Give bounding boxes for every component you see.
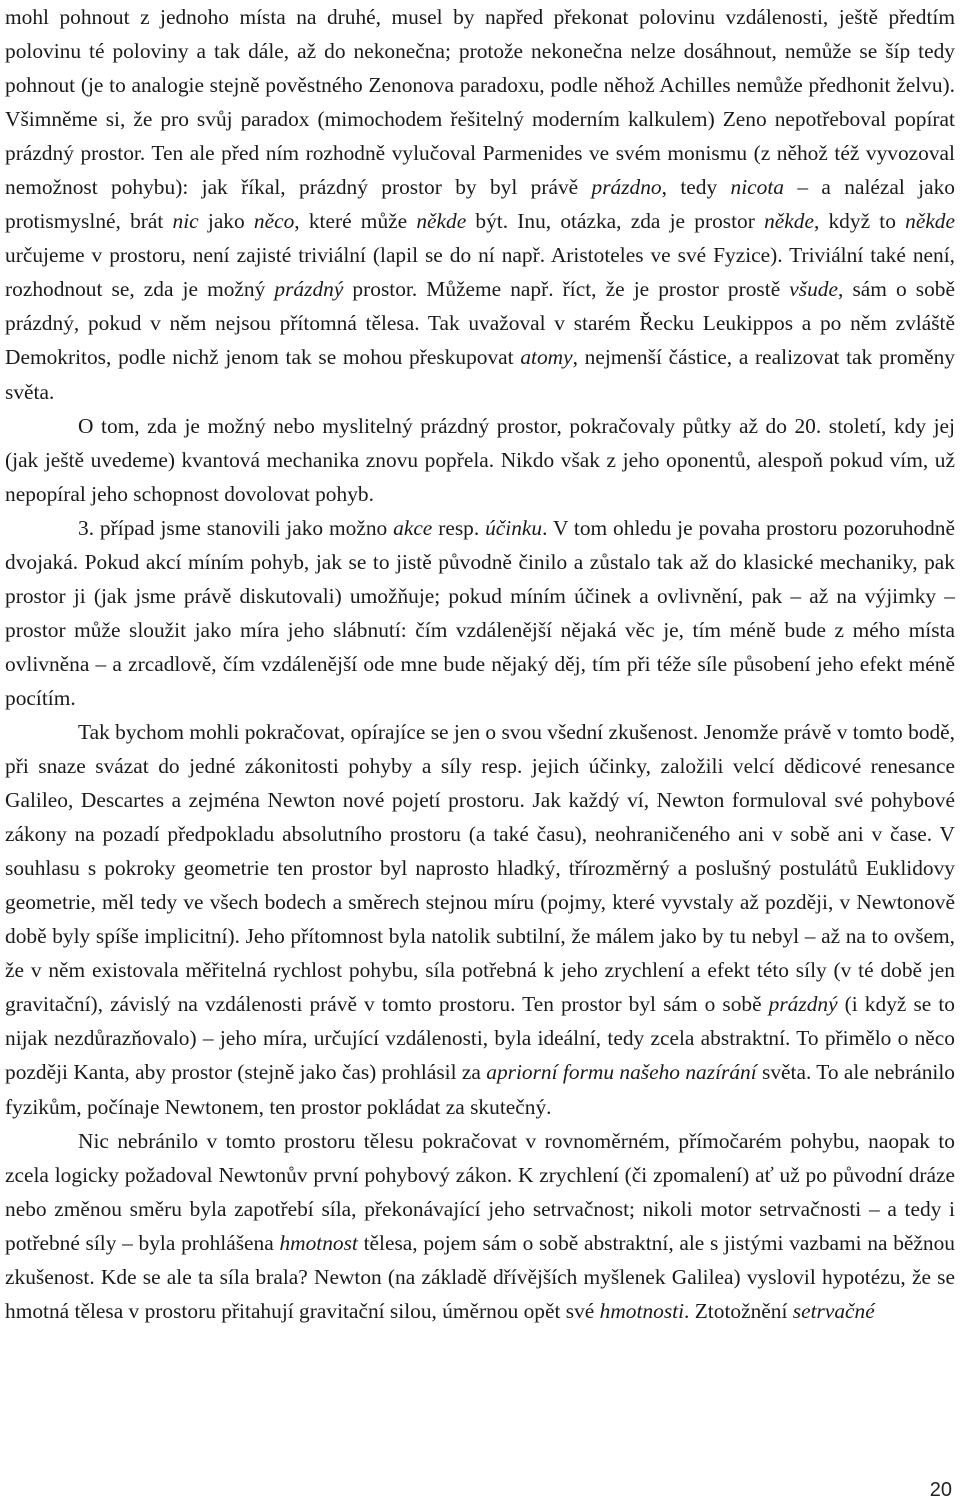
text-run: 3. případ jsme stanovili jako možno xyxy=(78,515,394,540)
emphasized-text: něco xyxy=(253,209,295,234)
emphasized-text: všude xyxy=(789,277,839,302)
body-text xyxy=(5,0,955,1328)
emphasized-text: apriorní formu našeho nazírání xyxy=(486,1060,757,1085)
paragraph xyxy=(5,715,955,1124)
emphasized-text: atomy xyxy=(520,345,573,370)
text-run: , které může xyxy=(294,209,417,234)
text-run: (i když se to nijak nezdůrazňovalo) – jeho míra, určující vzdálenosti, byla ideální, tedy zcela abstraktní. To přimělo o něco později Kanta, aby prostor (stejně jako čas) prohlásil za xyxy=(5,992,955,1085)
text-run: . V tom ohledu je povaha prostoru pozoruhodně dvojaká. Pokud akcí míním pohyb, jak se to jistě původně činilo a zůstalo tak až do klasické mechaniky, pak prostor ji (jak jsme právě diskutovali) umožňuje; pokud míním účinek a ovlivnění, pak – až na výjimky – prostor může sloužit jako míra jeho slábnutí: čím vzdálenější nějaká věc je, tím méně bude z mého místa ovlivněna – a zrcadlově, čím vzdálenější ode mne bude nějaký děj, tím při téže síle působení jeho efekt méně pocítím. xyxy=(5,515,955,710)
text-run: být. Inu, otázka, zda je prostor xyxy=(466,209,765,234)
paragraph xyxy=(5,0,955,409)
emphasized-text: účinku xyxy=(485,515,543,540)
page-number: 20 xyxy=(929,1479,952,1501)
text-run: , sám o sobě prázdný, pokud v něm nejsou přítomná tělesa. Tak uvažoval v starém Řecku Leukippos a po něm zvláště Demokritos, podle nichž jenom tak se mohou přeskupovat xyxy=(5,277,956,370)
text-run: prostor. Můžeme např. říct, že je prostor prostě xyxy=(343,277,790,302)
paragraph xyxy=(5,511,955,715)
emphasized-text: prázdno xyxy=(591,175,662,200)
text-run: světa. To ale nebránilo fyzikům, počínaje Newtonem, ten prostor pokládat za skutečný. xyxy=(5,1060,956,1119)
emphasized-text: někde xyxy=(416,209,467,234)
emphasized-text: prázdný xyxy=(274,277,344,302)
text-run: , tedy xyxy=(661,175,731,200)
emphasized-text: prázdný xyxy=(768,992,838,1017)
emphasized-text: setrvačné xyxy=(792,1298,875,1323)
text-run: tělesa, pojem sám o sobě abstraktní, ale s jistými vazbami na běžnou zkušenost. Kde se ale ta síla brala? Newton (na základě dřívějších myšlenek Galilea) vyslovil hypotézu, že se hmotná tělesa v prostoru přitahují gravitační silou, úměrnou opět své xyxy=(5,1230,955,1323)
emphasized-text: nicota xyxy=(730,175,784,200)
emphasized-text: nic xyxy=(172,209,199,234)
paragraph xyxy=(5,409,955,511)
text-run: Nic nebránilo v tomto prostoru tělesu pokračovat v rovnoměrném, přímočarém pohybu, naopak to zcela logicky požadoval Newtonův první pohybový zákon. K zrychlení (či zpomalení) ať už po původní dráze nebo změnou směru byla zapotřebí síla, překonávající jeho setrvačnost; nikoli motor setrvačnosti – a tedy i potřebné síly – byla prohlášena xyxy=(5,1128,955,1255)
emphasized-text: akce xyxy=(393,515,433,540)
text-run: O tom, zda je možný nebo myslitelný prázdný prostor, pokračovaly půtky až do 20. století, kdy jej (jak ještě uvedeme) kvantová mechanika znovu popřela. Nikdo však z jeho oponentů, alespoň pokud vím, už nepopíral jeho schopnost dovolovat pohyb. xyxy=(5,413,955,506)
text-run: , nejmenší částice, a realizovat tak proměny světa. xyxy=(5,345,955,404)
text-run: určujeme v prostoru, není zajisté triviální (lapil se do ní např. Aristoteles ve své Fyzice). Triviální také není, rozhodnout se, zda je možný xyxy=(5,243,955,302)
emphasized-text: hmotnosti xyxy=(599,1298,685,1323)
emphasized-text: někde xyxy=(764,209,814,234)
text-run: . Ztotožnění xyxy=(684,1298,793,1323)
text-run: Tak bychom mohli pokračovat, opírajíce se jen o svou všední zkušenost. Jenomže právě v tomto bodě, při snaze svázat do jedné zákonitosti pohyby a síly resp. jejich účinky, založili velcí dědicové renesance Galileo, Descartes a zejména Newton nové pojetí prostoru. Jak každý ví, Newton formuloval své pohybové zákony na pozadí předpokladu absolutního prostoru (a také času), neohraničeného ani v sobě ani v čase. V souhlasu s pokroky geometrie ten prostor byl naprosto hladký, třírozměrný a poslušný postulátů Euklidovy geometrie, měl tedy ve všech bodech a směrech stejnou míru (pojmy, které vyvstaly až později, v Newtonově době byly spíše implicitní). Jeho přítomnost byla natolik subtilní, že málem jako by tu nebyl – až na to ovšem, že v něm existovala měřitelná rychlost pohybu, síla potřebná k jeho zrychlení a efekt této síly (v té době jen gravitační), závislý na vzdálenosti právě v tomto prostoru. Ten prostor byl sám o sobě xyxy=(5,719,955,1017)
emphasized-text: hmotnost xyxy=(279,1230,358,1255)
emphasized-text: někde xyxy=(905,209,955,234)
text-run: mohl pohnout z jednoho místa na druhé, musel by napřed překonat polovinu vzdálenosti, ještě předtím polovinu té poloviny a tak dále, až do nekonečna; protože nekonečna nelze dosáhnout, nemůže se šíp tedy pohnout (je to analogie stejně pověstného Zenonova paradoxu, podle něhož Achilles nemůže předhonit želvu). Všimněme si, že pro svůj paradox (mimochodem řešitelný moderním kalkulem) Zeno nepotřeboval popírat prázdný prostor. Ten ale před ním rozhodně vylučoval Parmenides ve svém monismu (z něhož též vyvozoval nemožnost pohybu): jak říkal, prázdný prostor by byl právě xyxy=(5,5,955,200)
text-run: jako xyxy=(198,209,254,234)
text-run: – a nalézal jako protismyslné, brát xyxy=(5,175,955,234)
paragraph xyxy=(5,1124,955,1328)
text-run: resp. xyxy=(432,515,486,540)
text-run: , když to xyxy=(813,209,906,234)
